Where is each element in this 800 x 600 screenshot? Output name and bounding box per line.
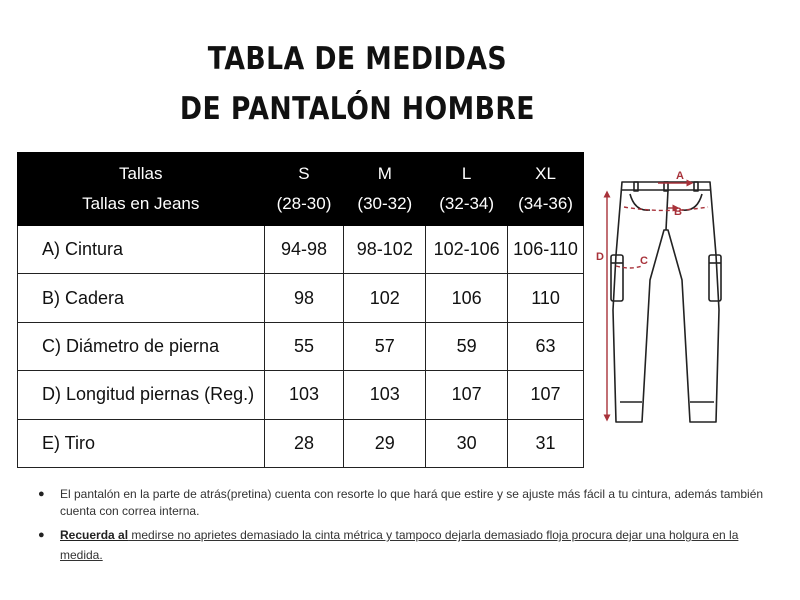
- header-size-s: [264, 153, 344, 226]
- header-label-cell: [18, 153, 265, 226]
- note-bold-text: Recuerda al: [60, 528, 129, 542]
- table-row: [18, 419, 584, 467]
- table-cell: 106: [426, 274, 508, 322]
- size-table: [17, 152, 584, 468]
- table-cell: 98: [264, 274, 344, 322]
- table-cell: 103: [264, 371, 344, 419]
- table-cell: 107: [508, 371, 584, 419]
- header-size-m: [344, 153, 426, 226]
- table-cell: 28: [264, 419, 344, 467]
- table-cell: 55: [264, 322, 344, 370]
- table-cell: 110: [508, 274, 584, 322]
- table-row: [18, 371, 584, 419]
- row-label: C) Diámetro de pierna: [18, 322, 265, 370]
- label-a: A: [676, 170, 684, 182]
- table-cell: 63: [508, 322, 584, 370]
- table-row: [18, 226, 584, 274]
- header-tallas: Tallas: [119, 164, 163, 183]
- pants-icon: [590, 160, 740, 430]
- header-size-l: [426, 153, 508, 226]
- note-text: El pantalón en la parte de atrás(pretina) cuenta con resorte lo que hará que estire y se ajuste más fácil a tu cintura, además también cuenta con correa interna.: [60, 487, 764, 518]
- size-label: L: [461, 164, 472, 183]
- table-cell: 29: [344, 419, 426, 467]
- row-label: B) Cadera: [18, 274, 265, 322]
- table-cell: 106-110: [508, 226, 584, 274]
- jeans-size-label: (32-34): [439, 194, 495, 213]
- table-row: [18, 274, 584, 322]
- label-d: D: [596, 251, 604, 263]
- jeans-size-label: (28-30): [276, 194, 332, 213]
- note-text: medirse no aprietes demasiado la cinta métrica y tampoco dejarla demasiado floja procura dejar una holgura en la medida.: [60, 528, 739, 562]
- row-label: A) Cintura: [18, 226, 265, 274]
- jeans-size-label: (30-32): [357, 194, 413, 213]
- size-label: XL: [535, 164, 556, 183]
- bullet-icon: ●: [38, 488, 45, 500]
- table-cell: 94-98: [264, 226, 344, 274]
- table-cell: 98-102: [344, 226, 426, 274]
- table-cell: 103: [344, 371, 426, 419]
- header-tallas-jeans: Tallas en Jeans: [82, 194, 200, 213]
- size-label: S: [298, 164, 310, 183]
- list-item: [36, 525, 776, 565]
- table-cell: 59: [426, 322, 508, 370]
- table-row: [18, 322, 584, 370]
- row-label: E) Tiro: [18, 419, 265, 467]
- table-cell: 57: [344, 322, 426, 370]
- row-label: D) Longitud piernas (Reg.): [18, 371, 265, 419]
- page-title-line2: DE PANTALÓN HOMBRE: [179, 91, 535, 127]
- list-item: [36, 486, 776, 520]
- bullet-icon: ●: [38, 529, 45, 541]
- table-cell: 107: [426, 371, 508, 419]
- label-b: B: [674, 206, 682, 218]
- table-cell: 102: [344, 274, 426, 322]
- page-title-line1: TABLA DE MEDIDAS: [207, 41, 508, 77]
- table-cell: 30: [426, 419, 508, 467]
- notes-list: [36, 486, 776, 570]
- jeans-size-label: (34-36): [518, 194, 573, 213]
- table-cell: 102-106: [426, 226, 508, 274]
- header-size-xl: [508, 153, 584, 226]
- label-c: C: [640, 255, 648, 267]
- table-cell: 31: [508, 419, 584, 467]
- size-label: M: [377, 164, 392, 183]
- table-header-row: [18, 153, 584, 226]
